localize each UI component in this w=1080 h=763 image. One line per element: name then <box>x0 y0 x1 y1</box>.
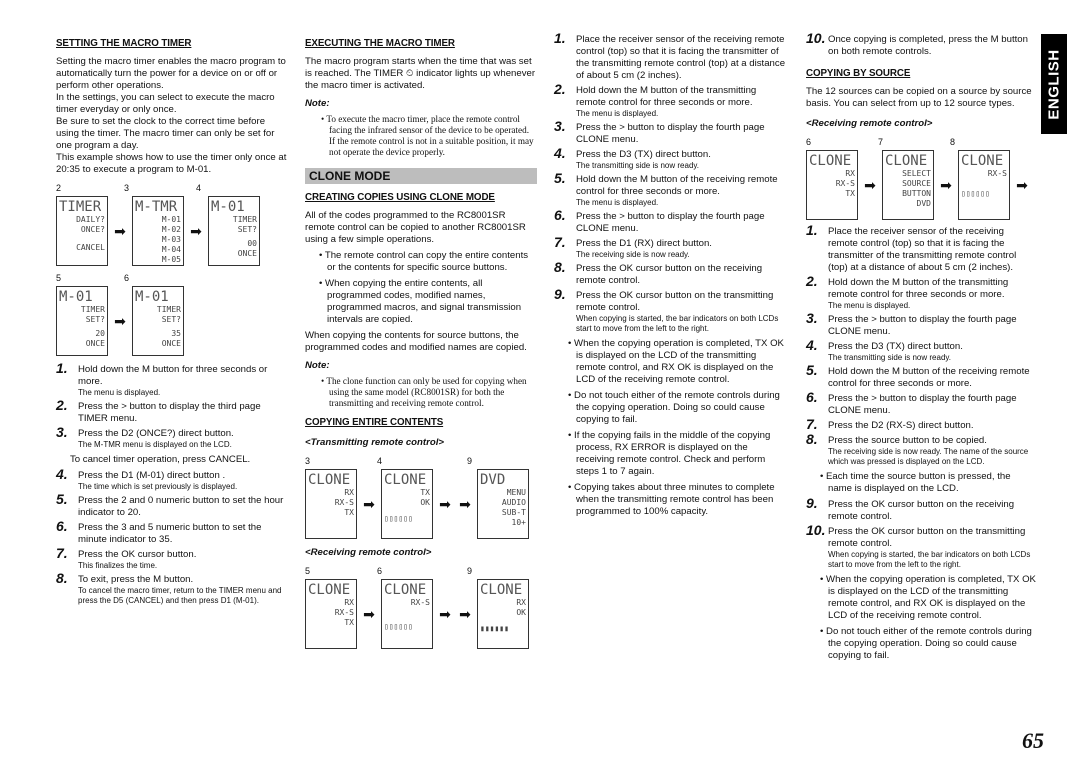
step-item: 9. Press the OK cursor button on the transmitting remote control. When copying is started, the bar indicators on both LCDs start to move from the left to the right. <box>554 286 779 333</box>
step-item: 8. Press the source button to be copied. The receiving side is now ready. The name of the source which was pressed is displayed on the LCD. <box>806 431 1029 466</box>
lcd-screen: CLONE RX RX-S TX <box>806 150 858 220</box>
column-clone-steps <box>554 30 786 522</box>
step-item: 8. Press the OK cursor button on the receiving remote control. <box>554 259 763 286</box>
step-item: 3. Press the > button to display the fourth page CLONE menu. <box>806 310 1017 337</box>
step-item: 9. Press the OK cursor button on the receiving remote control. <box>806 495 1015 522</box>
step-item: 7. Press the D1 (RX) direct button. The receiving side is now ready. <box>554 234 712 259</box>
arrow-right-icon: ➡ <box>940 177 952 193</box>
lcd-screen: CLONE RX-S ▯▯▯▯▯▯ <box>381 579 433 649</box>
lcd-screen: TIMER DAILY? ONCE? CANCEL <box>56 196 108 266</box>
fig-step-number: 4 <box>377 456 383 466</box>
arrow-right-icon: ➡ <box>363 496 375 512</box>
lcd-screen: CLONE TX OK ▯▯▯▯▯▯ <box>381 469 433 539</box>
label-receiving: <Receiving remote control> <box>806 118 933 129</box>
lcd-screen: M-01 TIMER SET? 35 ONCE <box>132 286 184 356</box>
step-item: 7. Press the D2 (RX-S) direct button. <box>806 416 974 432</box>
heading-setting-macro-timer: SETTING THE MACRO TIMER <box>56 38 192 49</box>
bullet: • If the copying fails in the middle of the copying process, RX ERROR is displayed on the receiving remote control. Check and perform steps 1 to 7 again. <box>568 430 771 477</box>
fig-step-number: 3 <box>305 456 311 466</box>
paragraph: All of the codes programmed to the RC8001SR remote control can be copied to another RC8001SR using a few simple operations. <box>305 210 526 245</box>
note-label: Note: <box>305 98 330 109</box>
step-item: 10. Press the OK cursor button on the transmitting remote control. When copying is started, the bar indicators on both LCDs start to move from the left to the right. <box>806 522 1031 569</box>
bullet: • Copying takes about three minutes to complete when the transmitting remote control has been programmed to 100% capacity. <box>568 482 775 517</box>
step-item: 5. Hold down the M button of the receiving remote control for three seconds or more. <box>806 362 1030 389</box>
step-item: 2. Hold down the M button of the transmitting remote control for three seconds or more. The menu is displayed. <box>806 273 1009 310</box>
step-item: 6. Press the > button to display the fourth page CLONE menu. <box>554 207 765 234</box>
paragraph: In the settings, you can select to execute the macro timer everyday or only once. <box>56 92 275 115</box>
arrow-right-icon: ➡ <box>114 313 126 329</box>
bullet: • Do not touch either of the remote controls during the copying operation. Doing so could cause copying to fail. <box>568 390 780 425</box>
lcd-screen: CLONE SELECT SOURCE BUTTON DVD <box>882 150 934 220</box>
column-setting-macro-timer <box>56 34 288 609</box>
section-clone-mode: CLONE MODE <box>305 168 537 184</box>
step-item: 5. Hold down the M button of the receiving remote control for three seconds or more. The menu is displayed. <box>554 170 778 207</box>
fig-step-number: 6 <box>124 273 130 283</box>
paragraph: The macro program starts when the time that was set is reached. The TIMER ⏲ indicator lights up whenever the macro timer is activated. <box>305 56 536 91</box>
heading-executing-macro-timer: EXECUTING THE MACRO TIMER <box>305 38 455 49</box>
bullet: • When the copying operation is completed, TX OK is displayed on the LCD of the transmitting remote control, and RX OK is displayed on the LCD of the receiving remote control. <box>820 574 1036 621</box>
fig-step-number: 7 <box>878 137 884 147</box>
arrow-right-icon: ➡ <box>114 223 126 239</box>
fig-step-number: 5 <box>305 566 311 576</box>
step-item: 2. Press the > button to display the third page TIMER menu. <box>56 397 261 424</box>
arrow-right-icon: ➡ <box>439 496 451 512</box>
paragraph: The 12 sources can be copied on a source by source basis. You can select from up to 12 source types. <box>806 86 1032 109</box>
column-copying-by-source <box>806 30 1036 666</box>
lcd-screen: CLONE RX-S ▯▯▯▯▯▯ <box>958 150 1010 220</box>
heading-copying-by-source: COPYING BY SOURCE <box>806 68 911 79</box>
bullet: • When copying the entire contents, all programmed codes, modified names, programmed macros, and signal transmission intervals are copied. <box>319 278 522 325</box>
paragraph: Be sure to set the clock to the correct time before using the timer. The macro timer can only be set for one program a day. <box>56 116 275 151</box>
heading-copying-entire: COPYING ENTIRE CONTENTS <box>305 417 444 428</box>
lcd-screen: M-01 TIMER SET? 20 ONCE <box>56 286 108 356</box>
lcd-screen: M-01 TIMER SET? 00 ONCE <box>208 196 260 266</box>
arrow-right-icon: ➡ <box>459 496 471 512</box>
bullet: • Each time the source button is pressed, the name is displayed on the LCD. <box>820 471 1011 494</box>
fig-step-number: 5 <box>56 273 62 283</box>
note-text: • The clone function can only be used for copying when using the same model (RC8001SR) for both the transmitting and receiving remote control. <box>321 376 527 408</box>
arrow-right-icon: ➡ <box>190 223 202 239</box>
bullet: • Do not touch either of the remote controls during the copying operation. Doing so could cause copying to fail. <box>820 626 1032 661</box>
fig-step-number: 9 <box>467 456 473 466</box>
note-text: • To execute the macro timer, place the remote control facing the infrared sensor of the device to be operated. If the remote control is not in a suitable position, it may not operate the device properly. <box>321 114 534 157</box>
note-label: Note: <box>305 360 330 371</box>
language-tab-label: ENGLISH <box>1045 48 1063 120</box>
heading-creating-copies: CREATING COPIES USING CLONE MODE <box>305 192 495 203</box>
fig-step-number: 3 <box>124 183 130 193</box>
arrow-right-icon: ➡ <box>363 606 375 622</box>
fig-step-number: 8 <box>950 137 956 147</box>
step-item: 3. Press the D2 (ONCE?) direct button. The M-TMR menu is displayed on the LCD. <box>56 424 234 449</box>
step-item: 4. Press the D3 (TX) direct button. The transmitting side is now ready. <box>554 145 711 170</box>
bullet: • The remote control can copy the entire contents or the contents for specific source buttons. <box>319 250 529 273</box>
step-item: 4. Press the D3 (TX) direct button. The transmitting side is now ready. <box>806 337 963 362</box>
arrow-right-icon: ➡ <box>1016 177 1028 193</box>
bullet-cancel: To cancel timer operation, press CANCEL. <box>70 454 251 465</box>
step-item: 4. Press the D1 (M-01) direct button . The time which is set previously is displayed. <box>56 466 238 491</box>
paragraph: When copying the contents for source buttons, the programmed codes and modified names are copied. <box>305 330 527 353</box>
arrow-right-icon: ➡ <box>459 606 471 622</box>
paragraph: This example shows how to use the timer only once at 20:35 to execute a program to M-01. <box>56 152 287 175</box>
fig-step-number: 6 <box>377 566 383 576</box>
step-item: 5. Press the 2 and 0 numeric button to set the hour indicator to 20. <box>56 491 284 518</box>
step-item: 6. Press the > button to display the fourth page CLONE menu. <box>806 389 1017 416</box>
step-item: 10. Once copying is completed, press the M button on both remote controls. <box>806 30 1028 57</box>
figure-timer-lcds <box>56 182 288 356</box>
paragraph: Setting the macro timer enables the macro program to automatically turn the power for a device on or off or perform other operations. <box>56 56 286 91</box>
step-item: 7. Press the OK cursor button. This finalizes the time. <box>56 545 197 570</box>
lcd-screen: CLONE RX RX-S TX <box>305 579 357 649</box>
step-item: 1. Place the receiver sensor of the receiving remote control (top) so that it is facing the transmitter of the transmitting remote control (top) at a distance of about 5 cm (2 inches). <box>554 30 786 81</box>
fig-step-number: 9 <box>467 566 473 576</box>
arrow-right-icon: ➡ <box>439 606 451 622</box>
step-item: 6. Press the 3 and 5 numeric button to set the minute indicator to 35. <box>56 518 262 545</box>
column-executing-and-clone <box>305 34 537 651</box>
language-tab <box>1041 34 1067 134</box>
arrow-right-icon: ➡ <box>864 177 876 193</box>
label-transmitting: <Transmitting remote control> <box>305 437 444 448</box>
lcd-screen: CLONE RX OK ▮▮▮▮▮▮ <box>477 579 529 649</box>
fig-step-number: 2 <box>56 183 62 193</box>
step-item: 8. To exit, press the M button. To cancel the macro timer, return to the TIMER menu and press the D5 (CANCEL) and then press D1 (M-01). <box>56 570 282 605</box>
lcd-screen: M-TMR M-01 M-02 M-03 M-04 M-05 <box>132 196 184 266</box>
lcd-screen: CLONE RX RX-S TX <box>305 469 357 539</box>
step-item: 1. Hold down the M button for three seconds or more. The menu is displayed. <box>56 360 268 397</box>
step-item: 1. Place the receiver sensor of the receiving remote control (top) so that it is facing the transmitter of the transmitting remote control (top) at a distance of about 5 cm (2 inches). <box>806 222 1017 273</box>
label-receiving: <Receiving remote control> <box>305 547 432 558</box>
step-item: 2. Hold down the M button of the transmitting remote control for three seconds or more. The menu is displayed. <box>554 81 757 118</box>
bullet: • When the copying operation is completed, TX OK is displayed on the LCD of the transmitting remote control, and RX OK is displayed on the LCD of the receiving remote control. <box>568 338 784 385</box>
step-item: 3. Press the > button to display the fourth page CLONE menu. <box>554 118 765 145</box>
fig-step-number: 6 <box>806 137 812 147</box>
fig-step-number: 4 <box>196 183 202 193</box>
page-number: 65 <box>1022 728 1044 753</box>
lcd-screen: DVD MENU AUDIO SUB-T 10+ <box>477 469 529 539</box>
